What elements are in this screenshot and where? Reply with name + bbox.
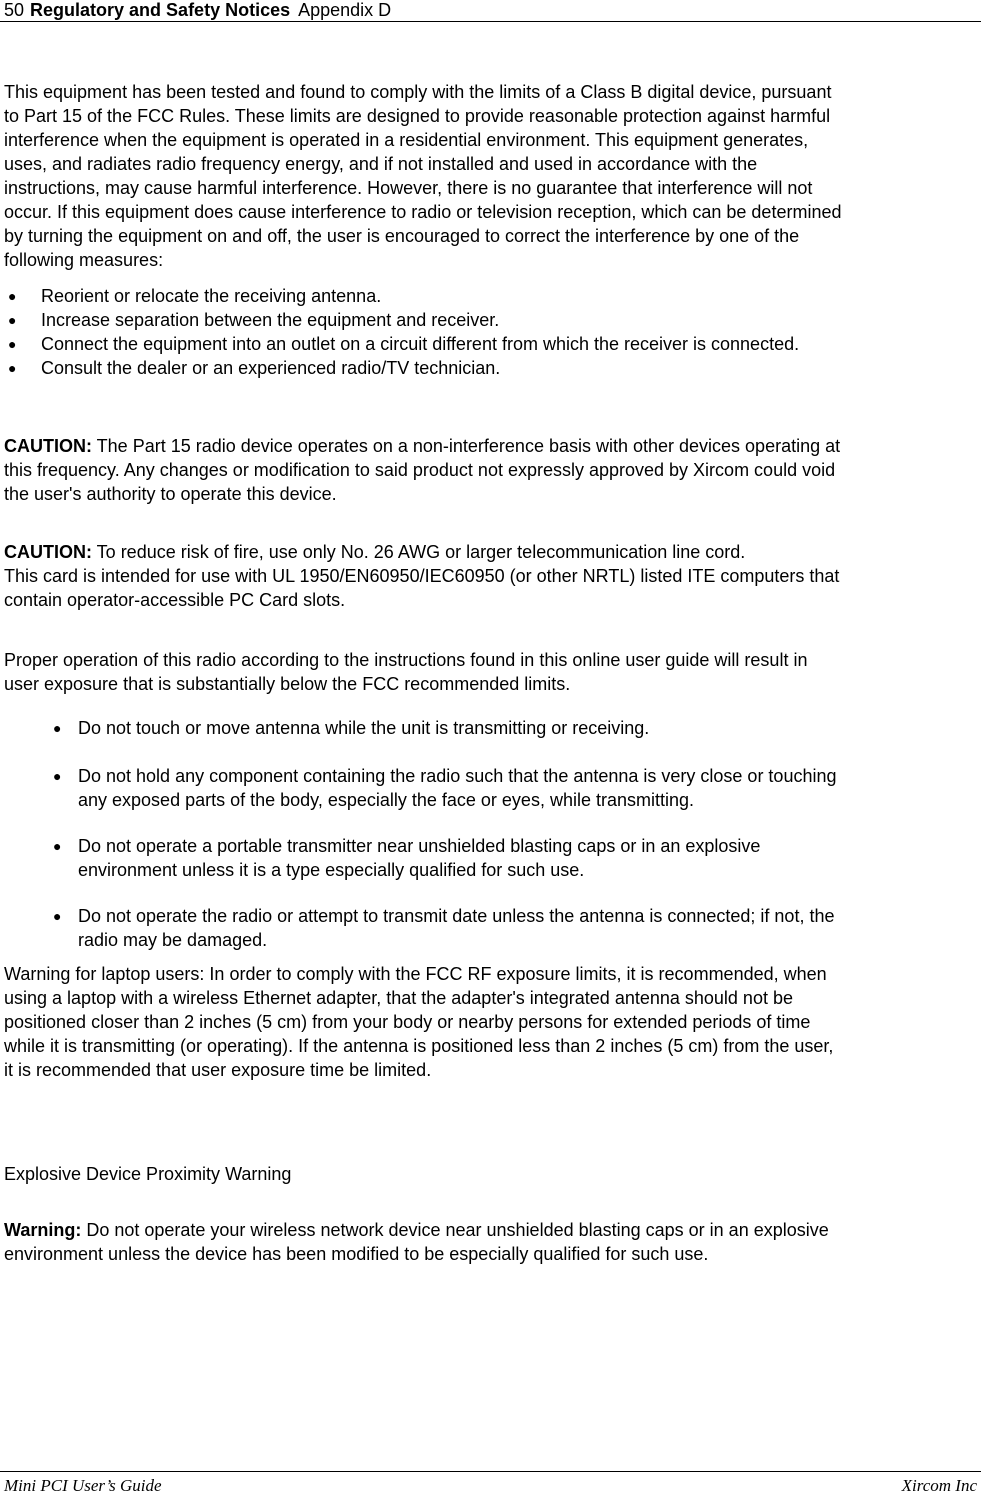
header-rule xyxy=(0,21,981,22)
warning-text: Do not operate your wireless network device near unshielded blasting caps or in an explosive environment unless the device has been modified to be especially qualified for such use. xyxy=(4,1220,829,1264)
list-item: Do not touch or move antenna while the unit is transmitting or receiving. xyxy=(78,718,650,738)
footer-company: Xircom Inc xyxy=(901,1476,977,1495)
fcc-paragraph: This equipment has been tested and found to comply with the limits of a Class B digital device, pursuant to Part 15 of the FCC Rules. These limits are designed to provide reasonable protection against harmful interference when the equipment is operated in a residential environment. This equipment generates, uses, and radiates radio frequency energy, and if not installed and used in accordance with the instructions, may cause harmful interference. However, there is no guarantee that interference will not occur. If this equipment does cause interference to radio or television reception, which can be determined by turning the equipment on and off, the user is encouraged to correct the interference by one of the following measures: xyxy=(4,82,842,270)
section-title: Regulatory and Safety Notices xyxy=(30,0,291,20)
footer-rule xyxy=(0,1471,981,1472)
list-item: Do not operate a portable transmitter near unshielded blasting caps or in an explosive environment unless it is a type especially qualified for such use. xyxy=(78,836,761,880)
appendix-label: Appendix D xyxy=(298,0,392,20)
bullet-icon: ● xyxy=(53,908,62,924)
warning-label: Warning: xyxy=(4,1220,82,1240)
bullet-icon: ● xyxy=(8,288,17,304)
list-item: Do not hold any component containing the radio such that the antenna is very close or touching any exposed parts of the body, especially the face or eyes, while transmitting. xyxy=(78,766,837,810)
bullet-icon: ● xyxy=(53,838,62,854)
explosive-heading: Explosive Device Proximity Warning xyxy=(4,1164,292,1184)
caution-text: The Part 15 radio device operates on a non-interference basis with other devices operating at this frequency. Any changes or modification to said product not expressly approved by Xircom could void the user's authority to operate this device. xyxy=(4,436,841,504)
caution-paragraph-2 xyxy=(4,540,979,612)
list-item: Connect the equipment into an outlet on a circuit different from which the receiver is connected. xyxy=(41,334,800,354)
bullet-icon: ● xyxy=(53,768,62,784)
bullet-icon: ● xyxy=(53,720,62,736)
bullet-icon: ● xyxy=(8,360,17,376)
list-item: Consult the dealer or an experienced radio/TV technician. xyxy=(41,358,501,378)
caution-label: CAUTION: xyxy=(4,542,92,562)
bullet-icon: ● xyxy=(8,312,17,328)
list-item: Reorient or relocate the receiving antenna. xyxy=(41,286,382,306)
page-header xyxy=(4,0,391,22)
list-item: Do not operate the radio or attempt to transmit date unless the antenna is connected; if not, the radio may be damaged. xyxy=(78,906,835,950)
explosive-warning-paragraph xyxy=(4,1218,979,1266)
laptop-warning-paragraph: Warning for laptop users: In order to comply with the FCC RF exposure limits, it is recommended, when using a laptop with a wireless Ethernet adapter, that the adapter's integrated antenna should not be positioned closer than 2 inches (5 cm) from your body or nearby persons for extended periods of time while it is transmitting (or operating). If the antenna is positioned less than 2 inches (5 cm) from the user, it is recommended that user exposure time be limited. xyxy=(4,964,834,1080)
caution-label: CAUTION: xyxy=(4,436,92,456)
proper-operation-paragraph: Proper operation of this radio according to the instructions found in this online user guide will result in user exposure that is substantially below the FCC recommended limits. xyxy=(4,650,808,694)
caution-paragraph-1 xyxy=(4,434,979,506)
list-item: Increase separation between the equipment and receiver. xyxy=(41,310,500,330)
page-number: 50 xyxy=(4,0,25,20)
caution-text: To reduce risk of fire, use only No. 26 AWG or larger telecommunication line cord. This card is intended for use with UL 1950/EN60950/IEC60950 (or other NRTL) listed ITE computers that contain operator-accessible PC Card slots. xyxy=(4,542,840,610)
bullet-icon: ● xyxy=(8,336,17,352)
footer-guide-title: Mini PCI User’s Guide xyxy=(4,1476,162,1495)
